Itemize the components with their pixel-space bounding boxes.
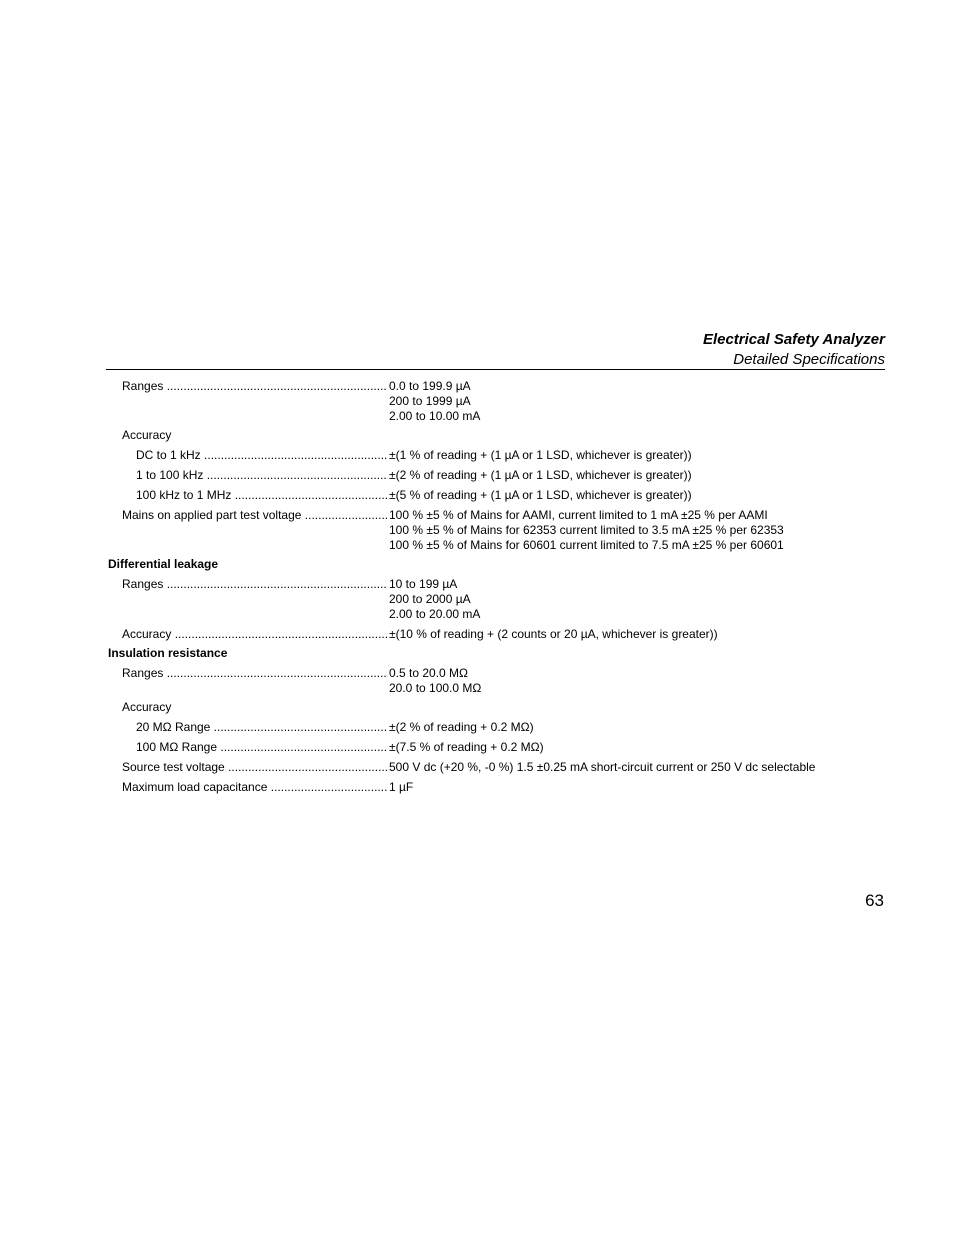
running-header bbox=[703, 330, 885, 369]
spec-value: 20.0 to 100.0 MΩ bbox=[389, 681, 482, 695]
spec-label: 1 to 100 kHz ..... bbox=[136, 468, 388, 483]
spec-value: 100 % ±5 % of Mains for 60601 current limited to 7.5 mA ±25 % per 60601 bbox=[389, 538, 784, 552]
spec-label: 100 kHz to 1 MHz ..... bbox=[136, 488, 388, 503]
spec-row-100mohm-range bbox=[0, 740, 954, 755]
spec-value: ±(2 % of reading + 0.2 MΩ) bbox=[389, 720, 534, 734]
spec-row-1-100khz bbox=[0, 468, 954, 483]
section-heading-insulation-resistance: Insulation resistance bbox=[108, 646, 228, 660]
spec-value: 2.00 to 10.00 mA bbox=[389, 409, 481, 423]
spec-subheading-accuracy: Accuracy bbox=[122, 428, 172, 442]
spec-value: 1 µF bbox=[389, 780, 414, 794]
spec-row-leakage-ranges bbox=[0, 379, 954, 424]
spec-label: Ranges ..... bbox=[122, 379, 388, 394]
page-number: 63 bbox=[865, 891, 884, 910]
spec-row-dc-1khz bbox=[0, 448, 954, 463]
spec-row-insulation-ranges bbox=[0, 666, 954, 696]
spec-value: 500 V dc (+20 %, -0 %) 1.5 ±0.25 mA short-circuit current or 250 V dc selectable bbox=[389, 760, 816, 774]
header-rule bbox=[106, 369, 885, 370]
section-heading-differential-leakage: Differential leakage bbox=[108, 557, 219, 571]
spec-row-source-test-voltage bbox=[0, 760, 954, 775]
spec-value: ±(1 % of reading + (1 µA or 1 LSD, whichever is greater)) bbox=[389, 448, 692, 462]
spec-label: 20 MΩ Range ..... bbox=[136, 720, 388, 735]
spec-row-20mohm-range bbox=[0, 720, 954, 735]
spec-value: 0.5 to 20.0 MΩ bbox=[389, 666, 469, 680]
spec-value: 100 % ±5 % of Mains for 62353 current limited to 3.5 mA ±25 % per 62353 bbox=[389, 523, 784, 537]
spec-label: Mains on applied part test voltage ..... bbox=[122, 508, 388, 523]
spec-row-mains-applied-part bbox=[0, 508, 954, 553]
spec-value: 2.00 to 20.00 mA bbox=[389, 607, 481, 621]
spec-label: Ranges ..... bbox=[122, 577, 388, 592]
spec-value: ±(5 % of reading + (1 µA or 1 LSD, whichever is greater)) bbox=[389, 488, 692, 502]
spec-label: Ranges ..... bbox=[122, 666, 388, 681]
spec-label: 100 MΩ Range ..... bbox=[136, 740, 388, 755]
spec-value: ±(10 % of reading + (2 counts or 20 µA, whichever is greater)) bbox=[389, 627, 718, 641]
spec-value: 200 to 1999 µA bbox=[389, 394, 471, 408]
section-title: Detailed Specifications bbox=[733, 351, 885, 368]
spec-label: Maximum load capacitance ..... bbox=[122, 780, 388, 795]
spec-label: DC to 1 kHz ..... bbox=[136, 448, 388, 463]
spec-label: Source test voltage ..... bbox=[122, 760, 388, 775]
spec-value: 10 to 199 µA bbox=[389, 577, 458, 591]
spec-subheading-accuracy: Accuracy bbox=[122, 700, 172, 714]
spec-row-differential-accuracy bbox=[0, 627, 954, 642]
spec-row-max-load-capacitance bbox=[0, 780, 954, 795]
spec-row-100khz-1mhz bbox=[0, 488, 954, 503]
spec-value: 0.0 to 199.9 µA bbox=[389, 379, 471, 393]
document-title: Electrical Safety Analyzer bbox=[702, 331, 885, 348]
spec-list bbox=[0, 377, 954, 795]
spec-value: ±(7.5 % of reading + 0.2 MΩ) bbox=[389, 740, 544, 754]
spec-value: 100 % ±5 % of Mains for AAMI, current limited to 1 mA ±25 % per AAMI bbox=[389, 508, 768, 522]
spec-row-differential-ranges bbox=[0, 577, 954, 622]
spec-label: Accuracy ..... bbox=[122, 627, 388, 642]
spec-value: ±(2 % of reading + (1 µA or 1 LSD, whichever is greater)) bbox=[389, 468, 692, 482]
spec-value: 200 to 2000 µA bbox=[389, 592, 471, 606]
